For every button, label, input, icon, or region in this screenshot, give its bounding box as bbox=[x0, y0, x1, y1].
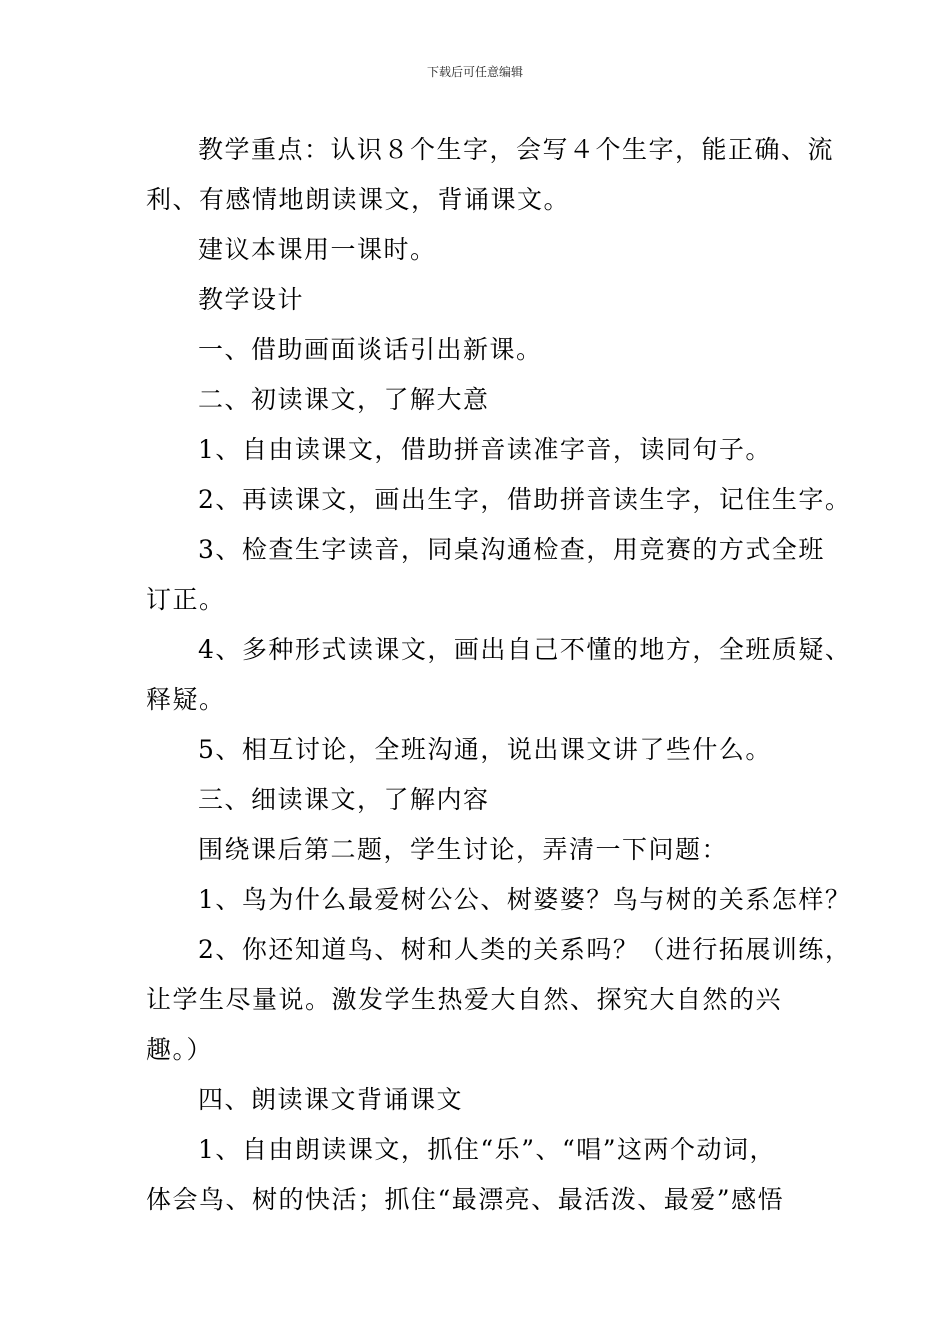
text-line: 四、朗读课文背诵课文 bbox=[198, 1085, 464, 1114]
document-body bbox=[146, 125, 852, 1225]
paragraph-lesson-time bbox=[146, 225, 826, 275]
page-header: 下载后可任意编辑 bbox=[426, 65, 523, 79]
text-line: 教学设计 bbox=[198, 285, 305, 314]
text-line: 利、有感情地朗读课文，背诵课文。 bbox=[146, 185, 571, 214]
text-line: 1、鸟为什么最爱树公公、树婆婆？鸟与树的关系怎样？ bbox=[198, 885, 852, 914]
text-line: 让学生尽量说。激发学生热爱大自然、探究大自然的兴 bbox=[146, 985, 783, 1014]
paragraph-step-2-4 bbox=[146, 625, 852, 725]
paragraph-section-3-intro bbox=[146, 825, 826, 875]
paragraph-step-2-1 bbox=[146, 425, 826, 475]
text-line: 教学重点：认识８个生字，会写４个生字，能正确、流 bbox=[198, 135, 835, 164]
paragraph-section-4 bbox=[146, 1075, 826, 1125]
text-line: 三、细读课文，了解内容 bbox=[198, 785, 490, 814]
text-line: 释疑。 bbox=[146, 685, 226, 714]
text-line: 1、自由朗读课文，抓住“乐”、“唱”这两个动词， bbox=[198, 1135, 777, 1164]
text-line: 1、自由读课文，借助拼音读准字音，读同句子。 bbox=[198, 435, 772, 464]
paragraph-section-1 bbox=[146, 325, 826, 375]
text-line: 2、你还知道鸟、树和人类的关系吗？（进行拓展训练， bbox=[198, 935, 852, 964]
text-line: 订正。 bbox=[146, 585, 226, 614]
paragraph-step-2-3 bbox=[146, 525, 826, 625]
paragraph-teaching-focus bbox=[146, 125, 835, 225]
paragraph-section-3 bbox=[146, 775, 826, 825]
text-line: 4、多种形式读课文，画出自己不懂的地方，全班质疑、 bbox=[198, 635, 852, 664]
paragraph-step-2-2 bbox=[146, 475, 852, 525]
text-line: 3、检查生字读音，同桌沟通检查，用竞赛的方式全班 bbox=[198, 535, 825, 564]
text-line: 5、相互讨论，全班沟通，说出课文讲了些什么。 bbox=[198, 735, 772, 764]
text-line: 趣。） bbox=[146, 1035, 214, 1064]
text-line: 一、借助画面谈话引出新课。 bbox=[198, 335, 543, 364]
text-line: 建议本课用一课时。 bbox=[198, 235, 437, 264]
paragraph-step-3-1 bbox=[146, 875, 852, 925]
paragraph-step-2-5 bbox=[146, 725, 826, 775]
text-line: 围绕课后第二题，学生讨论，弄清一下问题： bbox=[198, 835, 729, 864]
paragraph-design-heading bbox=[146, 275, 826, 325]
text-line: 二、初读课文，了解大意 bbox=[198, 385, 490, 414]
text-line: 2、再读课文，画出生字，借助拼音读生字，记住生字。 bbox=[198, 485, 852, 514]
paragraph-section-2 bbox=[146, 375, 826, 425]
text-line: 体会鸟、树的快活；抓住“最漂亮、最活泼、最爱”感悟 bbox=[146, 1185, 785, 1214]
paragraph-step-3-2 bbox=[146, 925, 852, 1075]
paragraph-step-4-1 bbox=[146, 1125, 826, 1225]
